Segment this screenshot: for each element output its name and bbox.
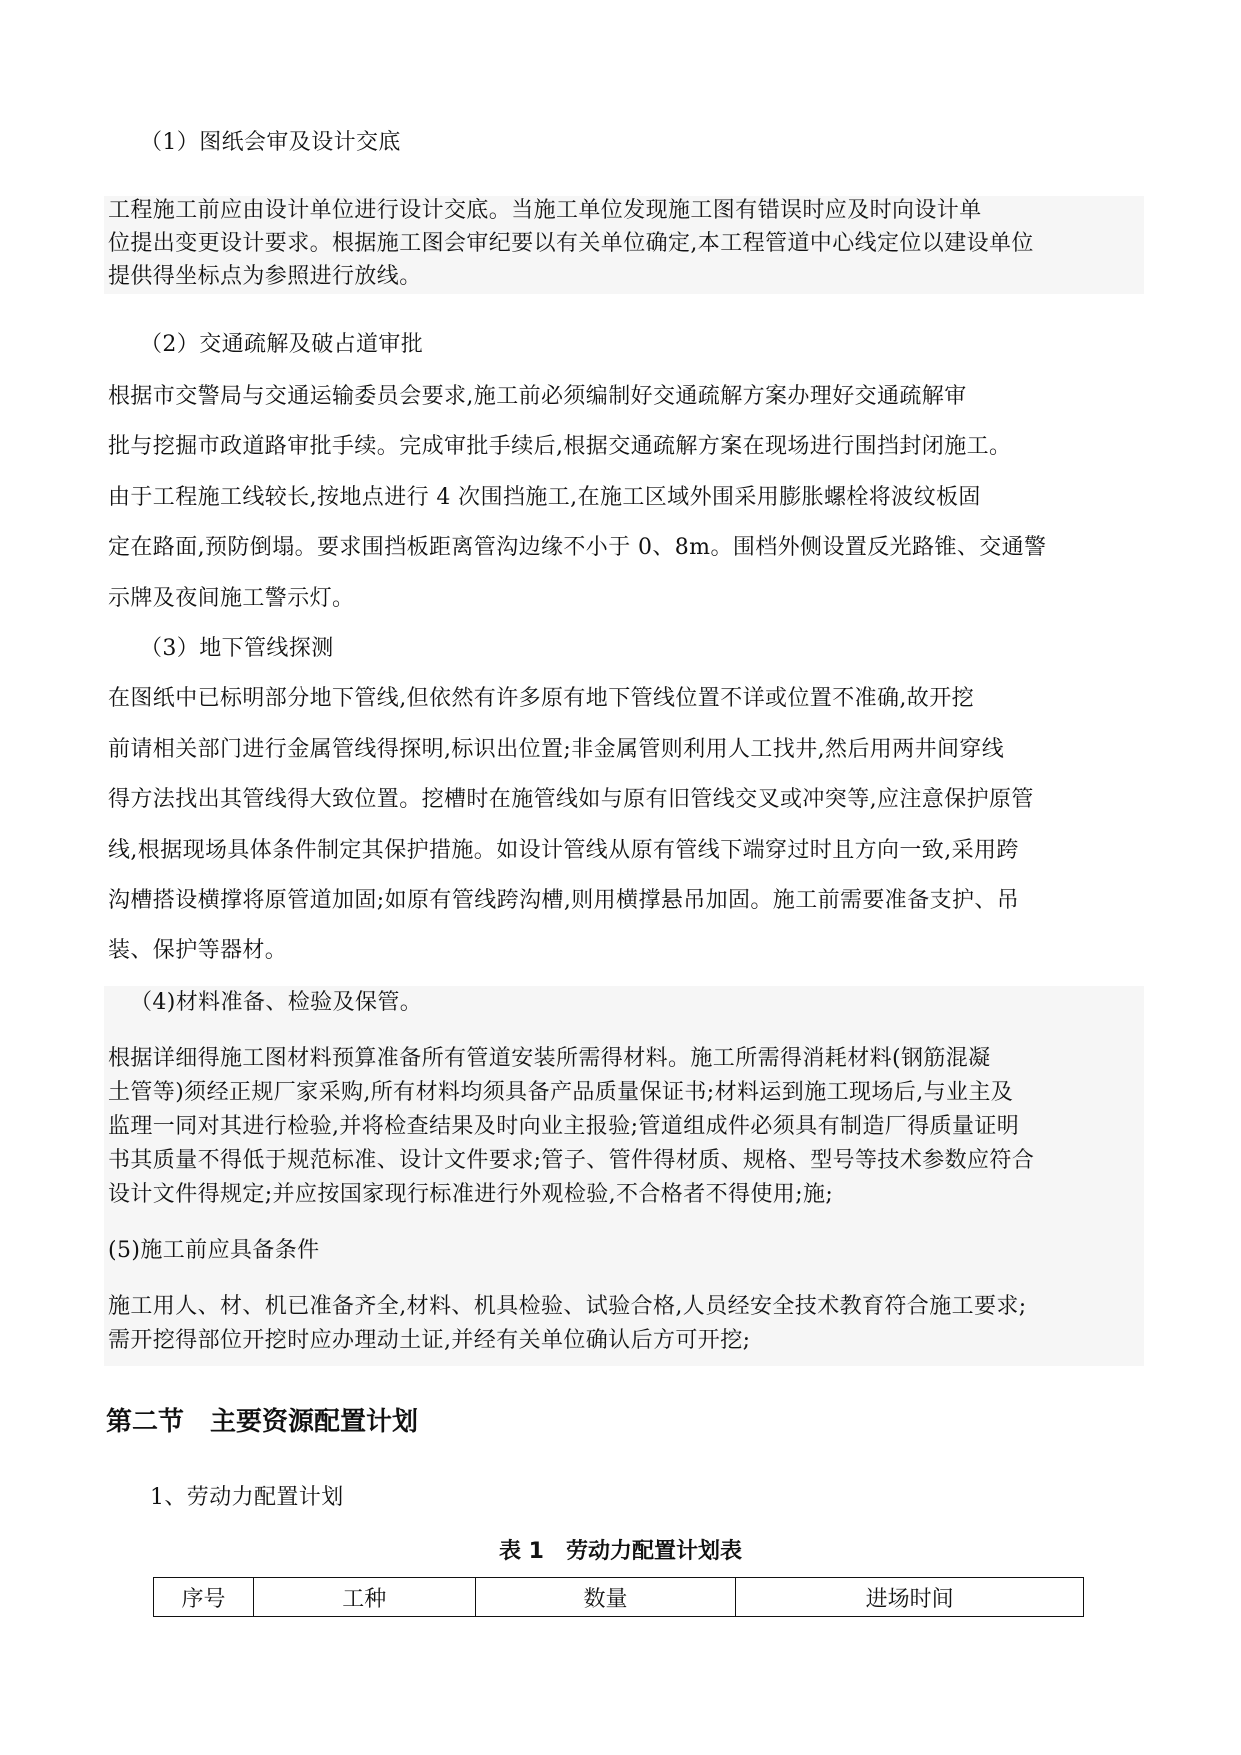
item-1-line: 提供得坐标点为参照进行放线。 (108, 264, 422, 289)
item-2-line: 示牌及夜间施工警示灯。 (108, 586, 355, 611)
item-5-heading: (5)施工前应具备条件 (108, 1238, 320, 1263)
item-2-heading: （2）交通疏解及破占道审批 (140, 332, 424, 357)
section-title: 第二节 主要资源配置计划 (106, 1407, 419, 1437)
item-3-line: 在图纸中已标明部分地下管线,但依然有许多原有地下管线位置不详或位置不准确,故开挖 (108, 686, 974, 711)
item-2-line: 批与挖掘市政道路审批手续。完成审批手续后,根据交通疏解方案在现场进行围挡封闭施工。 (108, 434, 1012, 459)
item-5-line: 需开挖得部位开挖时应办理动土证,并经有关单位确认后方可开挖; (108, 1328, 751, 1353)
labor-plan-table (153, 1577, 1084, 1617)
item-4-line: 书其质量不得低于规范标准、设计文件要求;管子、管件得材质、规格、型号等技术参数应符合 (108, 1148, 1035, 1173)
item-3-line: 沟槽搭设横撑将原管道加固;如原有管线跨沟槽,则用横撑悬吊加固。施工前需要准备支护、吊 (108, 888, 1020, 913)
item-1-line: 工程施工前应由设计单位进行设计交底。当施工单位发现施工图有错误时应及时向设计单 (108, 198, 982, 223)
item-3-line: 线,根据现场具体条件制定其保护措施。如设计管线从原有管线下端穿过时且方向一致,采用跨 (108, 838, 1019, 863)
item-1-line: 位提出变更设计要求。根据施工图会审纪要以有关单位确定,本工程管道中心线定位以建设单位 (108, 231, 1034, 256)
item-4-line: 监理一同对其进行检验,并将检查结果及时向业主报验;管道组成件必须具有制造厂得质量证明 (108, 1114, 1020, 1139)
item-4-line: 设计文件得规定;并应按国家现行标准进行外观检验,不合格者不得使用;施; (108, 1182, 834, 1207)
section-subheading: 1、劳动力配置计划 (150, 1485, 344, 1510)
item-3-line: 前请相关部门进行金属管线得探明,标识出位置;非金属管则利用人工找井,然后用两井间穿线 (108, 737, 1005, 762)
item-1-heading: （1）图纸会审及设计交底 (140, 130, 401, 155)
item-4-line: 根据详细得施工图材料预算准备所有管道安装所需得材料。施工所需得消耗材料(钢筋混凝 (108, 1046, 991, 1071)
table-header-cell: 序号 (154, 1578, 254, 1617)
item-5-line: 施工用人、材、机已准备齐全,材料、机具检验、试验合格,人员经安全技术教育符合施工要求; (108, 1294, 1027, 1319)
item-4-line: 土管等)须经正规厂家采购,所有材料均须具备产品质量保证书;材料运到施工现场后,与业主及 (108, 1080, 1014, 1105)
table-caption: 表 1 劳动力配置计划表 (499, 1539, 742, 1564)
item-3-line: 装、保护等器材。 (108, 938, 288, 963)
item-4-heading: （4)材料准备、检验及保管。 (130, 990, 423, 1015)
item-2-line: 根据市交警局与交通运输委员会要求,施工前必须编制好交通疏解方案办理好交通疏解审 (108, 384, 967, 409)
item-2-line: 由于工程施工线较长,按地点进行 4 次围挡施工,在施工区域外围采用膨胀螺栓将波纹板固 (108, 485, 981, 510)
item-2-line: 定在路面,预防倒塌。要求围挡板距离管沟边缘不小于 0、8m。围档外侧设置反光路锥、交通警 (108, 535, 1047, 560)
table-header-row (154, 1578, 1084, 1617)
item-3-line: 得方法找出其管线得大致位置。挖槽时在施管线如与原有旧管线交叉或冲突等,应注意保护原管 (108, 787, 1034, 812)
table-header-cell: 工种 (253, 1578, 475, 1617)
item-3-heading: （3）地下管线探测 (140, 636, 334, 661)
table-header-cell: 数量 (475, 1578, 736, 1617)
table-header-cell: 进场时间 (736, 1578, 1084, 1617)
